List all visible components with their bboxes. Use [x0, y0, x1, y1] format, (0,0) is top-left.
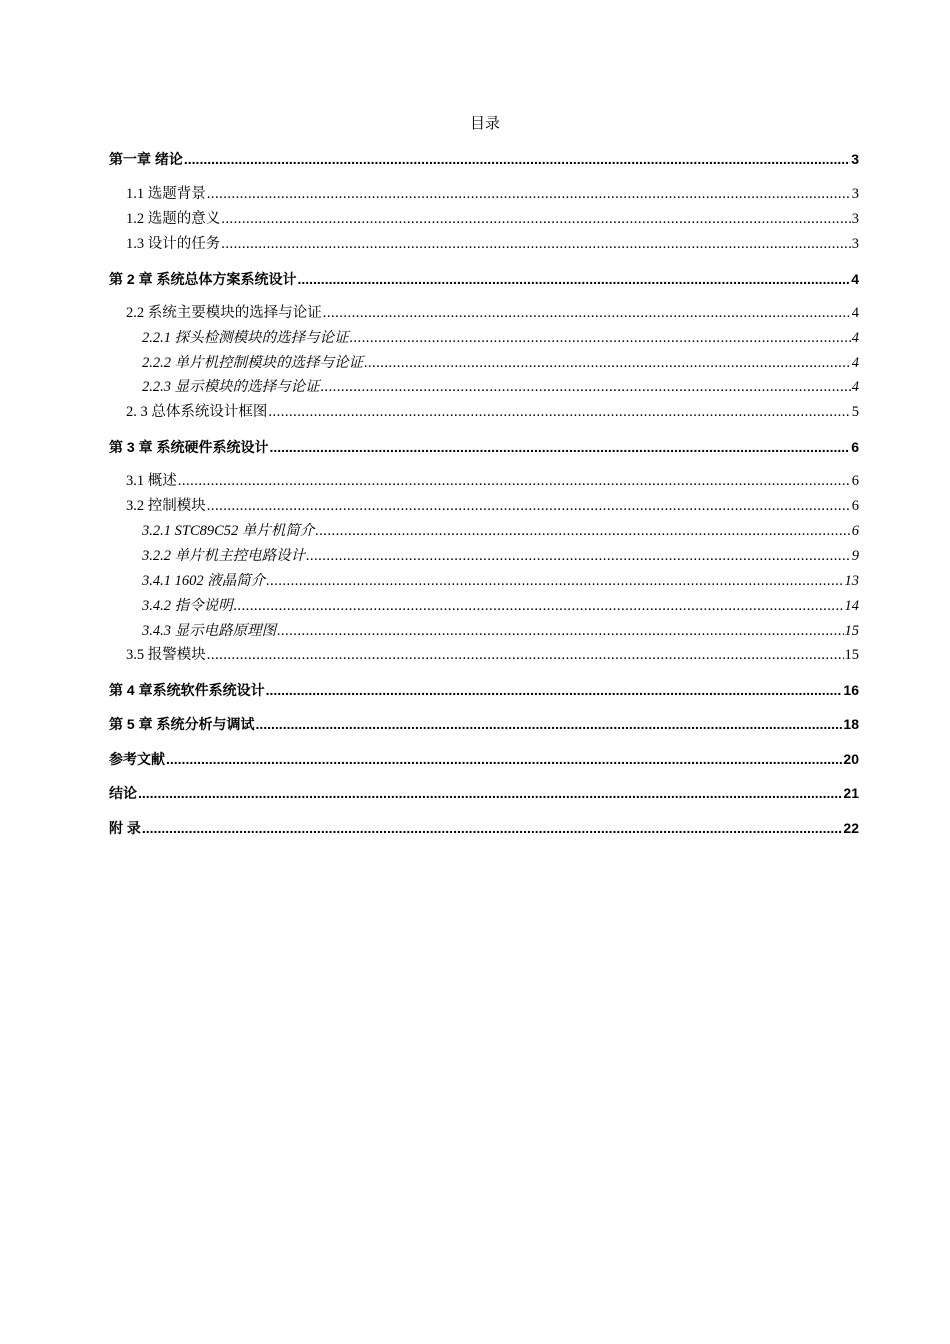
toc-entry[interactable] [109, 681, 859, 699]
dot-leader [207, 497, 851, 515]
toc-entry[interactable] [109, 403, 859, 421]
dot-leader [207, 185, 851, 203]
toc-entry-page-number: 18 [843, 716, 859, 732]
toc-entry-page-number: 3 [851, 186, 859, 202]
dot-leader [297, 270, 850, 288]
toc-entry-label: 第 5 章 系统分析与调试 [109, 716, 255, 732]
toc-entry-label: 3.5 报警模块 [126, 647, 206, 663]
dot-leader [184, 150, 850, 168]
toc-entry-page-number: 4 [851, 355, 859, 371]
dot-leader [277, 622, 843, 640]
dot-leader [142, 819, 843, 837]
toc-entry-page-number: 4 [851, 305, 859, 321]
toc-entry-label: 第 4 章系统软件系统设计 [109, 682, 265, 698]
toc-entry[interactable] [109, 150, 859, 168]
dot-leader [266, 572, 843, 590]
toc-entry-page-number: 4 [851, 271, 859, 287]
toc-entry-page-number: 15 [844, 647, 859, 663]
toc-entry-page-number: 20 [843, 751, 859, 767]
toc-entry[interactable] [109, 378, 859, 396]
toc-entry-page-number: 6 [851, 498, 859, 514]
toc-entry-label: 1.3 设计的任务 [126, 236, 221, 252]
toc-entry-page-number: 4 [851, 379, 859, 395]
toc-entry[interactable] [109, 497, 859, 515]
toc-entry-page-number: 21 [843, 785, 859, 801]
toc-entry[interactable] [109, 819, 859, 837]
toc-entry-label: 1.2 选题的意义 [126, 211, 221, 227]
toc-entry-page-number: 13 [844, 573, 859, 589]
toc-entry-label: 2.2.2 单片机控制模块的选择与论证 [142, 355, 364, 371]
toc-entry-page-number: 6 [851, 439, 859, 455]
toc-entry-label: 3.1 概述 [126, 473, 177, 489]
dot-leader [350, 329, 851, 347]
toc-entry-label: 3.2.2 单片机主控电路设计 [142, 548, 306, 564]
toc-entry-label: 附 录 [109, 820, 141, 836]
toc-title: 目录 [469, 116, 500, 132]
dot-leader [138, 784, 842, 802]
toc-entry[interactable] [109, 210, 859, 228]
toc-entry[interactable] [109, 329, 859, 347]
toc-entry-label: 3.2.1 STC89C52 单片机简介 [142, 523, 315, 539]
dot-leader [323, 304, 851, 322]
toc-entry-page-number: 22 [843, 820, 859, 836]
dot-leader [255, 715, 842, 733]
toc-entry-page-number: 3 [851, 151, 859, 167]
toc-entry[interactable] [109, 235, 859, 253]
toc-entry[interactable] [109, 597, 859, 615]
toc-entry[interactable] [109, 547, 859, 565]
dot-leader [266, 681, 843, 699]
toc-entry[interactable] [109, 750, 859, 768]
toc-entry[interactable] [109, 354, 859, 372]
dot-leader [269, 438, 850, 456]
dot-leader [221, 235, 851, 253]
toc-entry-page-number: 15 [844, 623, 859, 639]
toc-entry-label: 2.2 系统主要模块的选择与论证 [126, 305, 322, 321]
toc-entry-label: 3.4.1 1602 液晶简介 [142, 573, 266, 589]
toc-entry[interactable] [109, 438, 859, 456]
toc-entry-label: 3.4.3 显示电路原理图 [142, 623, 277, 639]
toc-entry-label: 参考文献 [109, 751, 165, 767]
dot-leader [315, 522, 850, 540]
toc-entry-page-number: 14 [844, 598, 859, 614]
toc-entry[interactable] [109, 522, 859, 540]
dot-leader [234, 597, 844, 615]
dot-leader [166, 750, 842, 768]
toc-entry[interactable] [109, 784, 859, 802]
toc-entry[interactable] [109, 572, 859, 590]
toc-entry[interactable] [109, 304, 859, 322]
dot-leader [178, 472, 851, 490]
dot-leader [268, 403, 850, 421]
toc-entry-label: 2.2.1 探头检测模块的选择与论证 [142, 330, 349, 346]
toc-entry-label: 1.1 选题背景 [126, 186, 206, 202]
toc-entry-label: 3.4.2 指令说明 [142, 598, 233, 614]
toc-entry[interactable] [109, 185, 859, 203]
toc-entry-label: 结论 [109, 785, 137, 801]
dot-leader [207, 646, 844, 664]
toc-entry-page-number: 4 [851, 330, 859, 346]
toc-entry-label: 第一章 绪论 [109, 151, 183, 167]
toc-entry-label: 3.2 控制模块 [126, 498, 206, 514]
toc-entry-page-number: 3 [851, 211, 859, 227]
toc-entry[interactable] [109, 472, 859, 490]
toc-entry-label: 第 2 章 系统总体方案系统设计 [109, 271, 297, 287]
toc-entry[interactable] [109, 270, 859, 288]
toc-entry-label: 2.2.3 显示模块的选择与论证 [142, 379, 320, 395]
toc-entry-page-number: 9 [851, 548, 859, 564]
toc-entry-page-number: 5 [851, 404, 859, 420]
toc-entry[interactable] [109, 715, 859, 733]
toc-entry-page-number: 6 [851, 473, 859, 489]
toc-entry-page-number: 6 [851, 523, 859, 539]
toc-entry-label: 第 3 章 系统硬件系统设计 [109, 439, 269, 455]
dot-leader [364, 354, 851, 372]
dot-leader [221, 210, 851, 228]
toc-entry-label: 2. 3 总体系统设计框图 [126, 404, 268, 420]
toc-entry[interactable] [109, 622, 859, 640]
toc-entry-page-number: 3 [851, 236, 859, 252]
toc-entry-page-number: 16 [843, 682, 859, 698]
dot-leader [306, 547, 851, 565]
dot-leader [321, 378, 851, 396]
toc-entry[interactable] [109, 646, 859, 664]
